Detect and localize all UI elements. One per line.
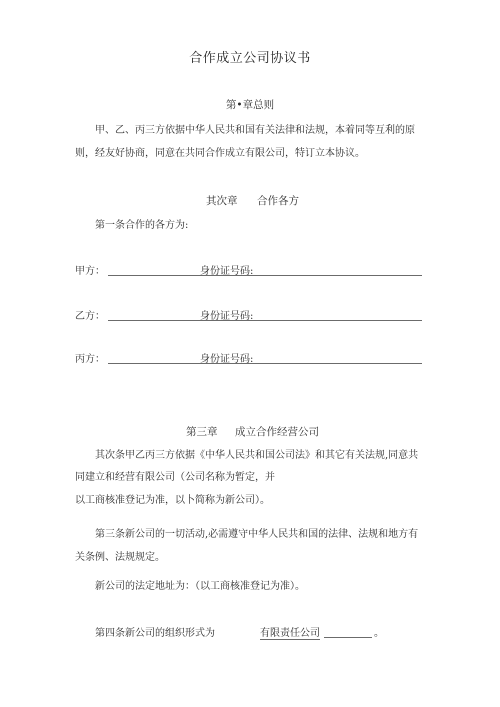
chapter1-text: 甲、乙、丙三方依据中华人民共和国有关法律和法规，本着同等互利的原则，经友好协商，同意在共同合作成立有限公司，特订立本协议。	[75, 125, 415, 159]
article2-line2: 同建立和经营有限公司（公司名称为暂定，并	[75, 472, 275, 483]
party-c-label: 丙方：	[75, 354, 105, 365]
article4-blank-line	[324, 637, 372, 638]
document-title: 合作成立公司协议书	[189, 51, 311, 66]
article3-paragraph	[75, 523, 427, 569]
party-a-label: 甲方：	[75, 266, 105, 277]
article4-value: 有限责任公司	[260, 628, 320, 639]
chapter3-heading-title: 成立合作经营公司	[235, 426, 319, 438]
party-a-id-label: 身份证号码:	[200, 266, 254, 277]
party-a-name-line	[108, 275, 200, 276]
article1-intro: 第一条合作的各方为:	[95, 220, 189, 231]
article2-line3: 以工商核准登记为准，以卜简称为新公司）。	[75, 495, 270, 506]
company-address: 新公司的法定地址为：（以工商核准登记为准）。	[95, 581, 305, 592]
party-a-id-line	[200, 275, 422, 276]
chapter2-heading-title: 合作各方	[257, 195, 299, 207]
party-b-label: 乙方：	[75, 311, 105, 322]
party-c-name-line	[108, 363, 200, 364]
party-b-name-line	[108, 320, 200, 321]
article3-text: 第三条新公司的一切活动,必需遵守中华人民共和国的法律、法规和地方有关条例、法规规定。	[75, 529, 419, 563]
party-c-id-label: 身份证号码:	[200, 354, 254, 365]
chapter1-paragraph	[75, 119, 427, 165]
chapter1-heading: 第•章总则	[225, 99, 275, 111]
article4-suffix: 。	[374, 628, 384, 639]
party-b-id-line	[200, 320, 422, 321]
article2-line1: 其次条甲乙丙三方依据《中华人民共和国公司法》和其它有关法规,同意共	[95, 450, 419, 461]
article4-prefix: 第四条新公司的组织形式为	[95, 628, 215, 639]
party-b-id-label: 身份证号码:	[200, 311, 254, 322]
party-c-id-line	[200, 363, 422, 364]
chapter3-heading-number: 第三章	[186, 426, 218, 438]
chapter2-heading-number: 其次章	[206, 195, 238, 207]
